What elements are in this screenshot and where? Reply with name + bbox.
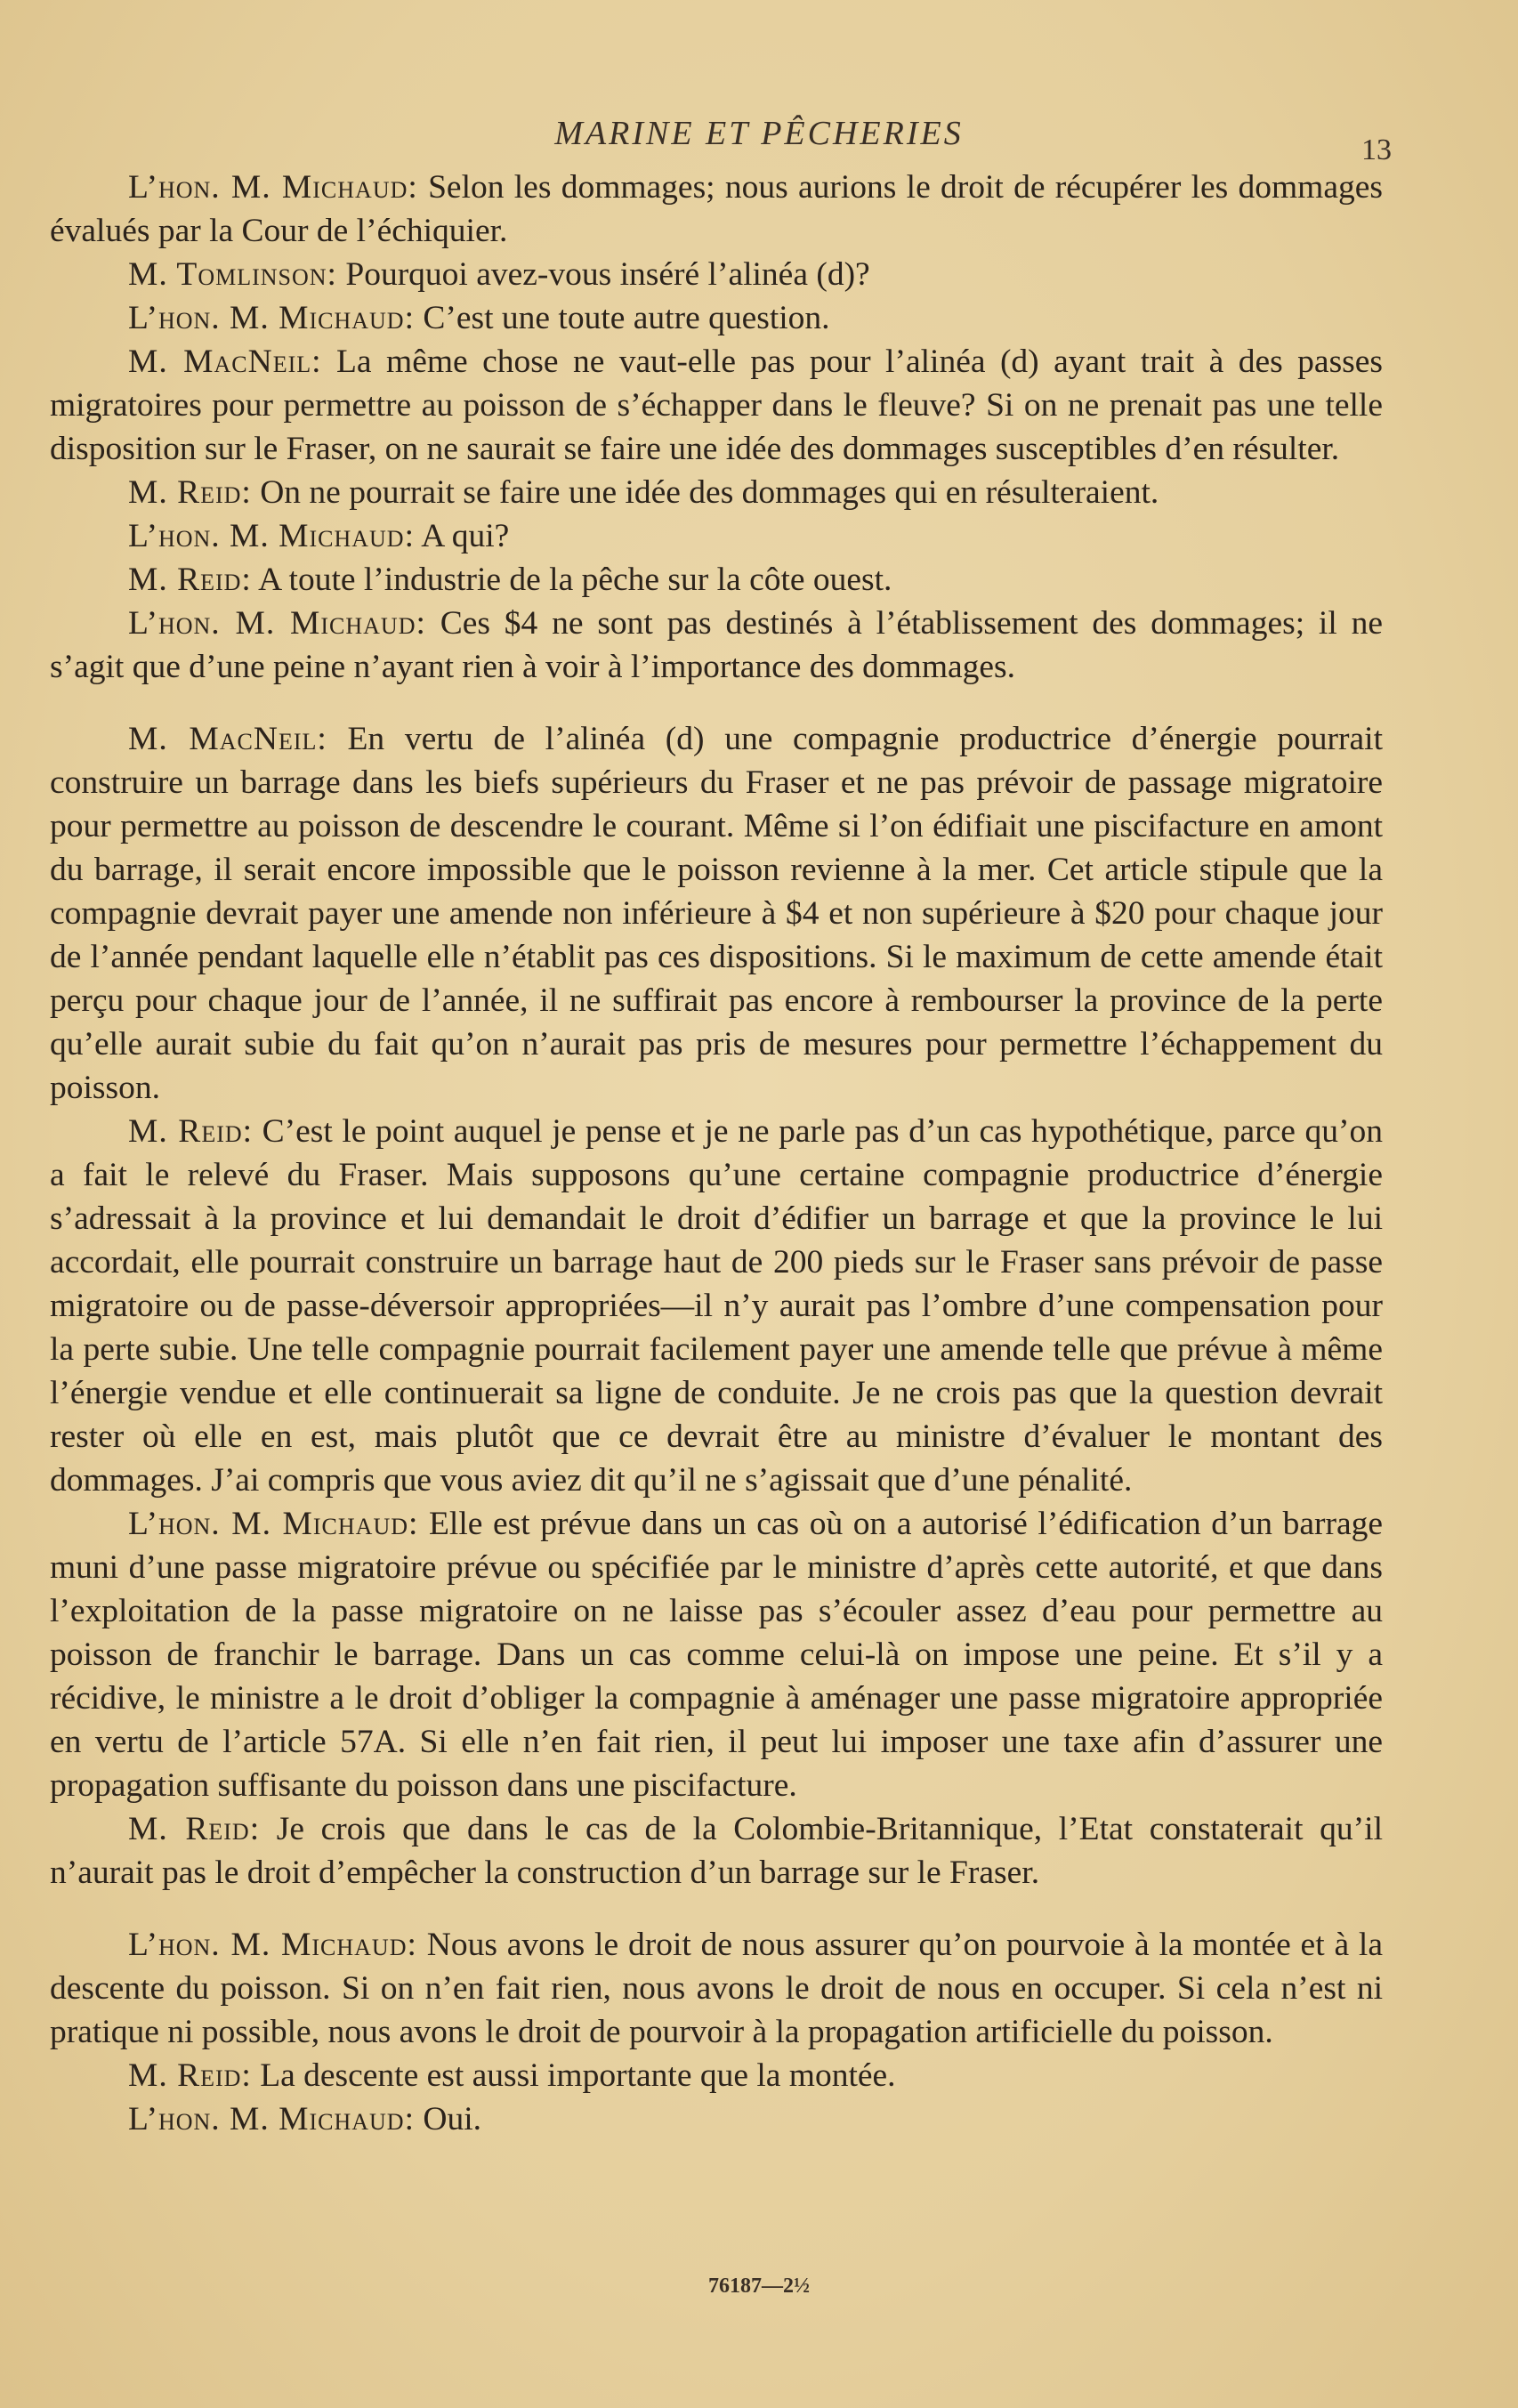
speaker-name: L’hon. M. Michaud:	[128, 169, 418, 206]
paragraph-text: A toute l’industrie de la pêche sur la côte ouest.	[251, 562, 892, 598]
paragraph-text: La même chose ne vaut-elle pas pour l’alinéa (d) ayant trait à des passes migratoires pour permettre au poisson de s’échapper dans le fleuve? Si on ne prenait pas une telle disposition sur le Fraser, on ne saurait se faire une idée des dommages susceptibles d’en résulter.	[50, 343, 1383, 467]
paragraph-text: Pourquoi avez-vous inséré l’alinéa (d)?	[336, 256, 870, 293]
transcript-body	[50, 166, 1383, 2141]
paragraph-text: Je crois que dans le cas de la Colombie-Britannique, l’Etat constaterait qu’il n’aurait pas le droit d’empêcher la construction d’un barrage sur le Fraser.	[50, 1811, 1383, 1891]
paragraph	[50, 602, 1383, 689]
page-number: 13	[1361, 133, 1392, 166]
speaker-name: M. MacNeil:	[128, 721, 327, 757]
paragraph-text: Elle est prévue dans un cas où on a autorisé l’édification d’un barrage muni d’une passe migratoire prévue ou spécifiée par le ministre d’après cette autorité, et que dans l’exploitation de la passe migratoire on ne laisse pas s’écouler assez d’eau pour permettre au poisson de franchir le barrage. Dans un cas comme celui-là on impose une peine. Et s’il y a récidive, le ministre a le droit d’obliger la compagnie à aménager une passe migratoire appropriée en vertu de l’article 57A. Si elle n’en fait rien, il peut lui imposer une taxe afin d’assurer une propagation suffisante du poisson dans une piscifacture.	[50, 1506, 1383, 1804]
paragraph	[50, 166, 1383, 253]
paragraph	[50, 296, 1383, 340]
paragraph-text: Ces $4 ne sont pas destinés à l’établissement des dommages; il ne s’agit que d’une peine n’ayant rien à voir à l’importance des dommages.	[50, 605, 1383, 685]
paragraph	[50, 1923, 1383, 2054]
speaker-name: M. Reid:	[128, 1811, 261, 1847]
speaker-name: L’hon. M. Michaud:	[128, 605, 426, 642]
paragraph	[50, 2054, 1383, 2097]
paragraph-text: En vertu de l’alinéa (d) une compagnie productrice d’énergie pourrait construire un barrage dans les biefs supérieurs du Fraser et ne pas prévoir de passage migratoire pour permettre au poisson de descendre le courant. Même si l’on édifiait une piscifacture en amont du barrage, il serait encore impossible que le poisson revienne à la mer. Cet article stipule que la compagnie devrait payer une amende non inférieure à $4 et non supérieure à $20 pour chaque jour de l’année pendant laquelle elle n’établit pas ces dispositions. Si le maximum de cette amende était perçu pour chaque jour de l’année, il ne suffirait pas encore à rembourser la province de la perte qu’elle aurait subie du fait qu’on n’aurait pas pris de mesures pour permettre l’échappement du poisson.	[50, 721, 1383, 1106]
paragraph	[50, 514, 1383, 558]
paragraph-text: Oui.	[415, 2101, 481, 2137]
paragraph-text: La descente est aussi importante que la montée.	[251, 2057, 896, 2094]
paragraph	[50, 1502, 1383, 1807]
speaker-name: L’hon. M. Michaud:	[128, 518, 415, 554]
speaker-name: L’hon. M. Michaud:	[128, 1927, 417, 1963]
paragraph	[50, 471, 1383, 514]
speaker-name: L’hon. M. Michaud:	[128, 300, 415, 336]
paragraph	[50, 253, 1383, 296]
paragraph-text: On ne pourrait se faire une idée des dommages qui en résulteraient.	[251, 474, 1159, 511]
running-header: MARINE ET PÊCHERIES	[554, 115, 964, 152]
speaker-name: M. Reid:	[128, 2057, 252, 2094]
paragraph	[50, 1807, 1383, 1895]
speaker-name: L’hon. M. Michaud:	[128, 1506, 419, 1542]
paragraph	[50, 340, 1383, 471]
paragraph-text: C’est une toute autre question.	[415, 300, 830, 336]
paragraph-text: A qui?	[415, 518, 510, 554]
paragraph	[50, 558, 1383, 602]
paragraph	[50, 2097, 1383, 2141]
paragraph-text: Selon les dommages; nous aurions le droit de récupérer les dommages évalués par la Cour de l’échiquier.	[50, 169, 1383, 249]
print-code: 76187—2½	[708, 2275, 810, 2298]
paragraph-text: Nous avons le droit de nous assurer qu’on pourvoie à la montée et à la descente du poisson. Si on n’en fait rien, nous avons le droit de nous en occuper. Si cela n’est ni pratique ni possible, nous avons le droit de pourvoir à la propagation artificielle du poisson.	[50, 1927, 1383, 2050]
speaker-name: M. Reid:	[128, 562, 252, 598]
speaker-name: M. Tomlinson:	[128, 256, 337, 293]
speaker-name: M. Reid:	[128, 1113, 254, 1150]
paragraph	[50, 717, 1383, 1110]
speaker-name: L’hon. M. Michaud:	[128, 2101, 415, 2137]
paragraph	[50, 1110, 1383, 1502]
paragraph-text: C’est le point auquel je pense et je ne parle pas d’un cas hypothétique, parce qu’on a fait le relevé du Fraser. Mais supposons qu’une certaine compagnie productrice d’énergie s’adressait à la province et lui demandait le droit d’édifier un barrage et que la province le lui accordait, elle pourrait construire un barrage haut de 200 pieds sur le Fraser sans prévoir de passe migratoire ou de passe-déversoir appropriées—il n’y aurait pas l’ombre d’une compensation pour la perte subie. Une telle compagnie pourrait facilement payer une amende telle que prévue à même l’énergie vendue et elle continuerait sa ligne de conduite. Je ne crois pas que la question devrait rester où elle en est, mais plutôt que ce devrait être au ministre d’évaluer le montant des dommages. J’ai compris que vous aviez dit qu’il ne s’agissait que d’une pénalité.	[50, 1113, 1383, 1499]
speaker-name: M. Reid:	[128, 474, 252, 511]
speaker-name: M. MacNeil:	[128, 343, 322, 380]
